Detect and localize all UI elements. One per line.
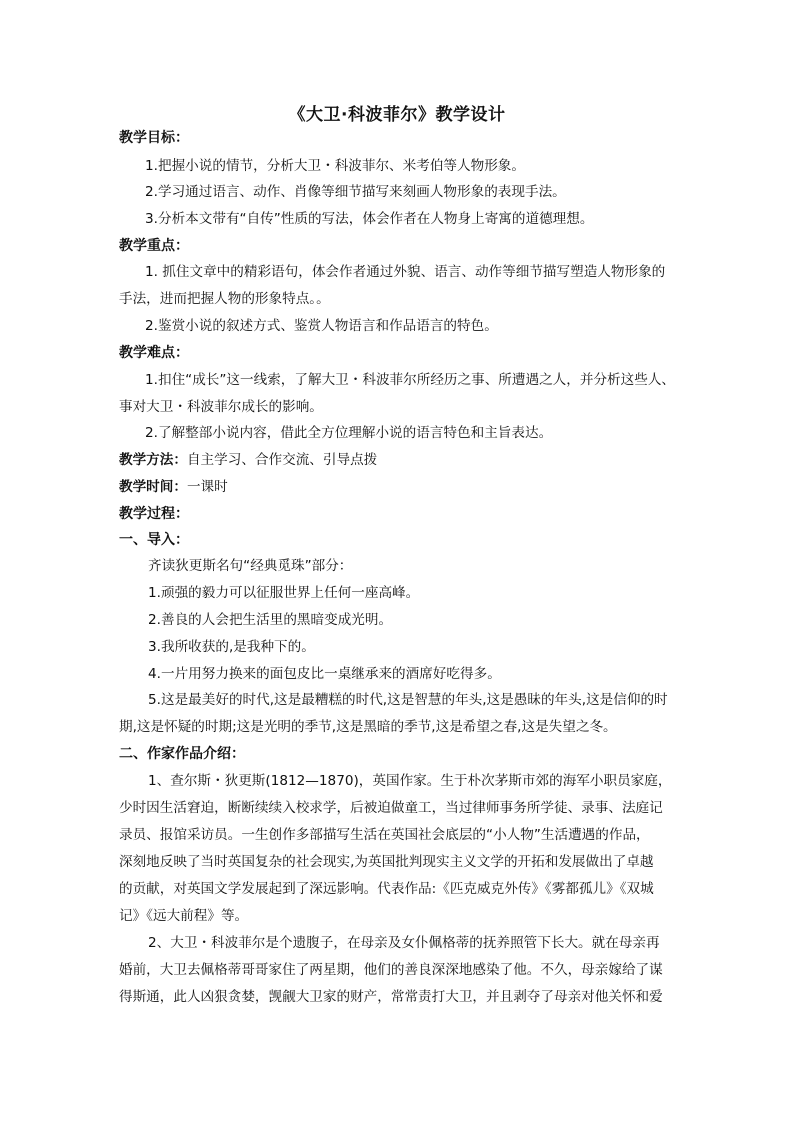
author-paragraph-1-line: 深刻地反映了当时英国复杂的社会现实,为英国批判现实主义文学的开拓和发展做出了卓越 — [119, 854, 654, 870]
author-paragraph-1-line: 1、查尔斯・狄更斯(1812—1870)，英国作家。生于朴次茅斯市郊的海军小职员家庭， — [148, 773, 672, 789]
author-paragraph-1-line: 录员、报馆采访员。一生创作多部描写生活在英国社会底层的“小人物”生活遭遇的作品， — [119, 827, 650, 843]
quote-4: 4.一片用努力换来的面包皮比一桌继承来的酒席好吃得多。 — [148, 666, 501, 682]
focus-item-1: 1. 抓住文章中的精彩语句，体会作者通过外貌、语言、动作等细节描写塑造人物形象的 — [145, 264, 666, 280]
quote-3: 3.我所收获的,是我种下的。 — [148, 639, 315, 655]
difficulty-item-1-cont: 事对大卫・科波菲尔成长的影响。 — [119, 399, 323, 415]
time-value: 一课时 — [186, 479, 228, 495]
time-label: 教学时间： — [119, 479, 187, 495]
quote-5: 5.这是最美好的时代,这是最糟糕的时代,这是智慧的年头,这是愚昧的年头,这是信仰的时 — [148, 692, 668, 708]
process-heading: 教学过程： — [119, 506, 189, 522]
author-paragraph-2-line: 得斯通，此人凶狠贪婪，觊觎大卫家的财产，常常责打大卫，并且剥夺了母亲对他关怀和爱 — [119, 989, 663, 1005]
intro-heading: 一、导入： — [119, 532, 189, 548]
author-paragraph-1-line: 记》《远大前程》等。 — [119, 908, 249, 924]
goal-item-3: 3.分析本文带有“自传”性质的写法，体会作者在人物身上寄寓的道德理想。 — [145, 211, 594, 227]
author-paragraph-1-line: 少时因生活窘迫，断断续续入校求学，后被迫做童工，当过律师事务所学徒、录事、法庭记 — [119, 800, 663, 816]
author-paragraph-2-line: 婚前，大卫去佩格蒂哥哥家住了两星期，他们的善良深深地感染了他。不久，母亲嫁给了谋 — [119, 962, 663, 978]
goal-item-1: 1.把握小说的情节，分析大卫・科波菲尔、米考伯等人物形象。 — [145, 158, 525, 174]
difficulty-item-2: 2.了解整部小说内容，借此全方位理解小说的语言特色和主旨表达。 — [145, 425, 553, 441]
focus-item-1-cont: 手法，进而把握人物的形象特点。。 — [119, 291, 330, 307]
focus-heading: 教学重点： — [119, 238, 189, 254]
time-line — [119, 478, 689, 496]
method-label: 教学方法： — [119, 452, 187, 468]
goal-item-2: 2.学习通过语言、动作、肖像等细节描写来刻画人物形象的表现手法。 — [145, 184, 566, 200]
quote-1: 1.顽强的毅力可以征服世界上任何一座高峰。 — [148, 585, 420, 601]
author-heading: 二、作家作品介绍： — [119, 746, 245, 762]
method-line — [119, 451, 689, 469]
quote-2: 2.善良的人会把生活里的黑暗变成光明。 — [148, 612, 393, 628]
page-title: 《大卫·科波菲尔》教学设计 — [288, 105, 506, 125]
quote-5-cont: 期,这是怀疑的时期;这是光明的季节,这是黑暗的季节,这是希望之春,这是失望之冬。 — [119, 719, 617, 735]
method-value: 自主学习、合作交流、引导点拨 — [186, 452, 378, 468]
author-paragraph-1-line: 的贡献，对英国文学发展起到了深远影响。代表作品:《匹克威克外传》《雾都孤儿》《双城 — [119, 881, 654, 897]
difficulty-item-1: 1.扣住“成长”这一线索，了解大卫・科波菲尔所经历之事、所遭遇之人，并分析这些人、 — [145, 372, 676, 388]
goals-heading: 教学目标： — [119, 130, 189, 146]
author-paragraph-2-line: 2、大卫・科波菲尔是个遗腹子，在母亲及女仆佩格蒂的抚养照管下长大。就在母亲再 — [148, 935, 660, 951]
intro-lead: 齐读狄更斯名句“经典觅珠”部分： — [148, 558, 353, 574]
focus-item-2: 2.鉴赏小说的叙述方式、鉴赏人物语言和作品语言的特色。 — [145, 318, 498, 334]
difficulty-heading: 教学难点： — [119, 345, 189, 361]
